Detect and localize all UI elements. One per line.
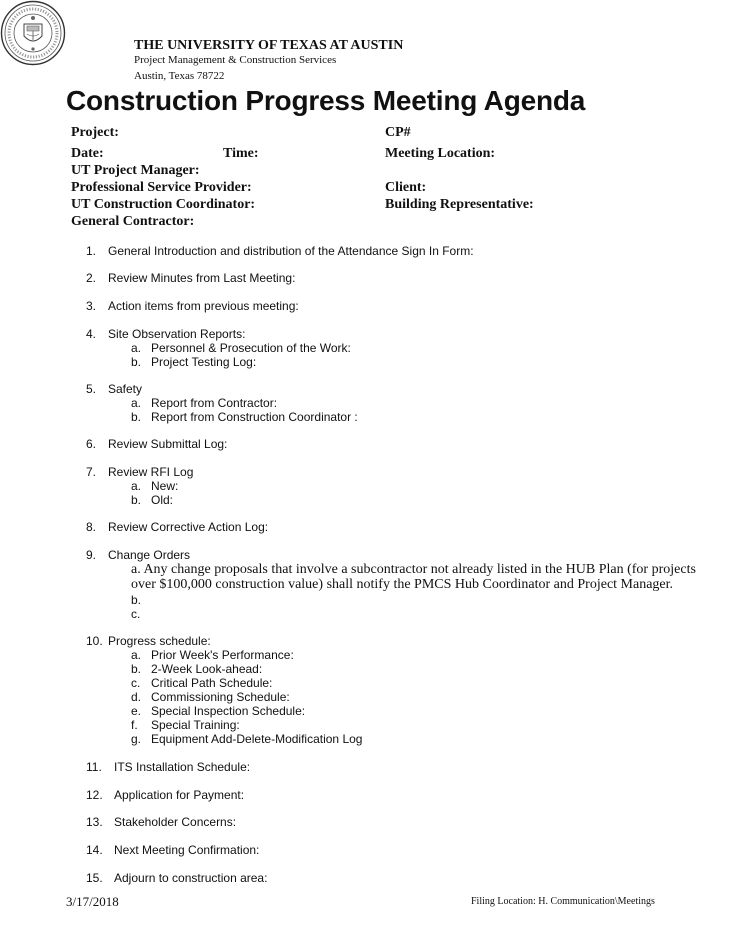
sub-item-personnel-prosecution: Personnel & Prosecution of the Work: bbox=[151, 341, 351, 355]
general-contractor-field-label: General Contractor: bbox=[71, 214, 195, 229]
date-field-label: Date: bbox=[71, 146, 104, 161]
change-order-hub-plan-note-line-2: over $100,000 construction value) shall notify the PMCS Hub Coordinator and Project Manager. bbox=[131, 577, 674, 592]
agenda-item-number: 14. bbox=[86, 843, 103, 857]
agenda-item-progress-schedule: Progress schedule: bbox=[108, 634, 211, 648]
sub-item-letter: a. bbox=[131, 479, 142, 493]
agenda-item-number: 9. bbox=[86, 548, 97, 562]
agenda-item-number: 15. bbox=[86, 871, 103, 885]
sub-item-prior-weeks-performance: Prior Week's Performance: bbox=[151, 648, 294, 662]
sub-item-commissioning-schedule: Commissioning Schedule: bbox=[151, 690, 290, 704]
sub-item-letter: f. bbox=[131, 718, 138, 732]
sub-item-letter: e. bbox=[131, 704, 142, 718]
agenda-item-general-introduction: General Introduction and distribution of the Attendance Sign In Form: bbox=[108, 244, 474, 258]
university-seal-logo bbox=[0, 0, 66, 66]
footer-date: 3/17/2018 bbox=[66, 894, 119, 909]
cp-number-field-label: CP# bbox=[385, 125, 411, 140]
ut-construction-coordinator-field-label: UT Construction Coordinator: bbox=[71, 197, 256, 212]
agenda-item-number: 1. bbox=[86, 244, 97, 258]
ut-project-manager-field-label: UT Project Manager: bbox=[71, 163, 200, 178]
agenda-item-number: 2. bbox=[86, 271, 97, 285]
sub-item-letter: a. bbox=[131, 341, 142, 355]
agenda-item-number: 12. bbox=[86, 788, 103, 802]
agenda-item-number: 4. bbox=[86, 327, 97, 341]
sub-item-report-from-construction-coordinator: Report from Construction Coordinator : bbox=[151, 410, 358, 424]
sub-item-old: Old: bbox=[151, 493, 174, 507]
sub-item-letter: b. bbox=[131, 493, 142, 507]
agenda-item-number: 7. bbox=[86, 465, 97, 479]
agenda-item-number: 5. bbox=[86, 382, 97, 396]
agenda-item-review-submittal-log: Review Submittal Log: bbox=[108, 437, 228, 451]
sub-item-letter: b. bbox=[131, 662, 142, 676]
university-name: THE UNIVERSITY OF TEXAS AT AUSTIN bbox=[134, 38, 404, 53]
agenda-item-adjourn: Adjourn to construction area: bbox=[114, 871, 268, 885]
agenda-item-number: 11. bbox=[86, 760, 102, 774]
sub-item-2-week-look-ahead: 2-Week Look-ahead: bbox=[151, 662, 263, 676]
agenda-item-safety: Safety bbox=[108, 382, 143, 396]
agenda-item-its-installation-schedule: ITS Installation Schedule: bbox=[114, 760, 251, 774]
sub-item-letter: d. bbox=[131, 690, 142, 704]
sub-item-critical-path-schedule: Critical Path Schedule: bbox=[151, 676, 273, 690]
sub-item-letter: b. bbox=[131, 355, 142, 369]
agenda-item-application-for-payment: Application for Payment: bbox=[114, 788, 245, 802]
agenda-item-change-orders: Change Orders bbox=[108, 548, 191, 562]
agenda-item-number: 8. bbox=[86, 520, 97, 534]
sub-item-letter: c. bbox=[131, 676, 141, 690]
change-order-hub-plan-note-line-1: a. Any change proposals that involve a subcontractor not already listed in the HUB Plan (for projects bbox=[131, 562, 696, 577]
agenda-item-review-minutes: Review Minutes from Last Meeting: bbox=[108, 271, 296, 285]
sub-item-report-from-contractor: Report from Contractor: bbox=[151, 396, 278, 410]
building-representative-field-label: Building Representative: bbox=[385, 197, 534, 212]
agenda-item-action-items: Action items from previous meeting: bbox=[108, 299, 299, 313]
agenda-item-review-corrective-action-log: Review Corrective Action Log: bbox=[108, 520, 269, 534]
meeting-location-field-label: Meeting Location: bbox=[385, 146, 496, 161]
document-title: Construction Progress Meeting Agenda bbox=[66, 85, 586, 116]
sub-item-letter: b. bbox=[131, 410, 142, 424]
sub-item-special-training: Special Training: bbox=[151, 718, 240, 732]
sub-item-letter: b. bbox=[131, 593, 142, 607]
agenda-item-review-rfi-log: Review RFI Log bbox=[108, 465, 194, 479]
professional-service-provider-field-label: Professional Service Provider: bbox=[71, 180, 252, 195]
agenda-item-next-meeting-confirmation: Next Meeting Confirmation: bbox=[114, 843, 260, 857]
sub-item-project-testing-log: Project Testing Log: bbox=[151, 355, 257, 369]
sub-item-letter: c. bbox=[131, 607, 141, 621]
agenda-item-number: 6. bbox=[86, 437, 97, 451]
sub-item-new: New: bbox=[151, 479, 179, 493]
agenda-item-number: 3. bbox=[86, 299, 97, 313]
city-address: Austin, Texas 78722 bbox=[134, 70, 225, 82]
client-field-label: Client: bbox=[385, 180, 427, 195]
agenda-item-stakeholder-concerns: Stakeholder Concerns: bbox=[114, 815, 237, 829]
sub-item-letter: a. bbox=[131, 396, 142, 410]
agenda-item-site-observation-reports: Site Observation Reports: bbox=[108, 327, 246, 341]
sub-item-letter: g. bbox=[131, 732, 142, 746]
time-field-label: Time: bbox=[223, 146, 259, 161]
agenda-item-number: 10. bbox=[86, 634, 103, 648]
footer-filing-location: Filing Location: H. Communication\Meetings bbox=[471, 896, 655, 907]
project-field-label: Project: bbox=[71, 125, 119, 140]
sub-item-special-inspection-schedule: Special Inspection Schedule: bbox=[151, 704, 306, 718]
department-name: Project Management & Construction Services bbox=[134, 54, 337, 66]
sub-item-letter: a. bbox=[131, 648, 142, 662]
agenda-item-number: 13. bbox=[86, 815, 103, 829]
sub-item-equipment-add-delete-modification-log: Equipment Add-Delete-Modification Log bbox=[151, 732, 363, 746]
